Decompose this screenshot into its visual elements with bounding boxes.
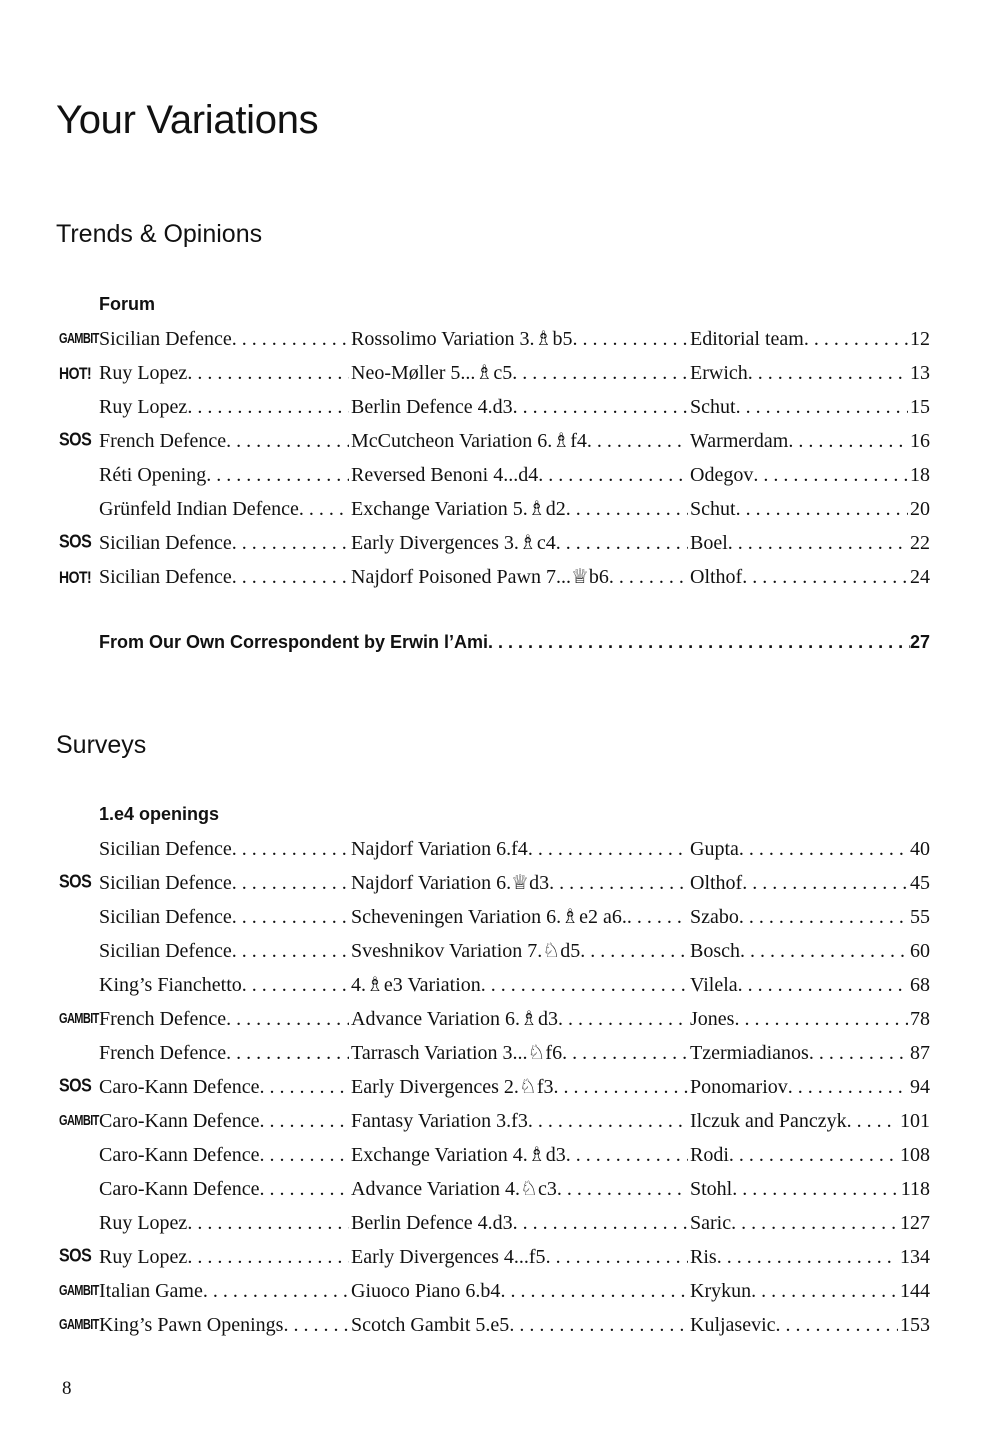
variation-name: 4.♗e3 Variation	[351, 974, 481, 996]
author-name-cell	[690, 900, 930, 934]
subsection-forum: Forum	[99, 294, 155, 314]
dot-leader	[226, 424, 349, 458]
dot-leader	[748, 356, 908, 390]
variation-name-cell	[351, 356, 688, 390]
opening-name-cell	[99, 1240, 349, 1274]
variation-name: Early Divergences 4...f5	[351, 1246, 546, 1268]
dot-leader	[739, 900, 908, 934]
dot-leader	[187, 1240, 349, 1274]
dot-leader	[717, 1240, 898, 1274]
page-ref: 15	[910, 396, 930, 418]
opening-name-cell	[99, 1104, 349, 1138]
author-name: Warmerdam	[690, 430, 789, 452]
opening-name-cell	[99, 322, 349, 356]
dot-leader	[554, 1070, 689, 1104]
variation-name: Giuoco Piano 6.b4	[351, 1280, 501, 1302]
dot-leader	[509, 1308, 688, 1342]
dot-leader	[206, 458, 349, 492]
opening-name-cell	[99, 560, 349, 594]
dot-leader	[232, 832, 349, 866]
opening-name-cell	[99, 492, 349, 526]
dot-leader	[259, 1138, 349, 1172]
page-ref: 24	[910, 566, 930, 588]
dot-leader	[729, 1138, 898, 1172]
dot-leader	[736, 390, 908, 424]
dot-leader	[259, 1172, 349, 1206]
toc-row[interactable]	[0, 968, 1000, 1002]
toc-row[interactable]	[0, 1172, 1000, 1206]
dot-leader	[751, 1274, 898, 1308]
dot-leader	[203, 1274, 349, 1308]
page-ref: 144	[900, 1280, 930, 1302]
variation-name-cell	[351, 560, 688, 594]
opening-name: Caro-Kann Defence	[99, 1144, 260, 1166]
opening-name: King’s Pawn Openings	[99, 1314, 284, 1336]
opening-name: Sicilian Defence	[99, 872, 232, 894]
toc-row[interactable]	[0, 390, 1000, 424]
toc-row[interactable]	[0, 1240, 1000, 1274]
surveys-list	[0, 832, 1000, 1342]
opening-name-cell	[99, 390, 349, 424]
tag-badge-hot: HOT!	[59, 363, 92, 383]
page-ref: 78	[910, 1008, 930, 1030]
page-ref: 108	[900, 1144, 930, 1166]
page-ref: 134	[900, 1246, 930, 1268]
dot-leader	[549, 866, 688, 900]
variation-name-cell	[351, 424, 688, 458]
dot-leader	[732, 1172, 898, 1206]
variation-name: Berlin Defence 4.d3	[351, 396, 513, 418]
author-name: Vilela	[690, 974, 738, 996]
correspondent-page: 27	[909, 632, 930, 652]
author-name: Olthof	[690, 872, 743, 894]
dot-leader	[566, 1138, 688, 1172]
dot-leader	[546, 1240, 688, 1274]
opening-name: French Defence	[99, 1042, 227, 1064]
author-name: Krykun	[690, 1280, 752, 1302]
dot-leader	[788, 1070, 908, 1104]
variation-name-cell	[351, 492, 688, 526]
dot-leader	[232, 866, 349, 900]
variation-name: Advance Variation 6.♗d3	[351, 1008, 558, 1030]
dot-leader	[556, 526, 688, 560]
author-name: Rodi	[690, 1144, 729, 1166]
toc-row[interactable]	[0, 458, 1000, 492]
opening-name-cell	[99, 968, 349, 1002]
author-name-cell	[690, 322, 930, 356]
author-name-cell	[690, 356, 930, 390]
opening-name: Ruy Lopez	[99, 1246, 188, 1268]
correspondent-entry[interactable]	[99, 632, 930, 660]
opening-name: Caro-Kann Defence	[99, 1178, 260, 1200]
author-name: Ris	[690, 1246, 717, 1268]
page-ref: 40	[910, 838, 930, 860]
dot-leader	[187, 356, 349, 390]
tag-badge-gambit: GAMBIT	[59, 1112, 99, 1130]
author-name: Tzermiadianos	[690, 1042, 809, 1064]
dot-leader	[847, 1104, 898, 1138]
trends-list	[0, 322, 1000, 594]
dot-leader	[513, 390, 688, 424]
opening-name-cell	[99, 1308, 349, 1342]
toc-row[interactable]	[0, 1206, 1000, 1240]
dot-leader	[488, 632, 910, 653]
opening-name: Ruy Lopez	[99, 1212, 188, 1234]
tag-badge-sos: SOS	[59, 872, 92, 893]
dot-leader	[587, 424, 688, 458]
section-heading-surveys: Surveys	[56, 731, 147, 759]
dot-leader	[728, 526, 908, 560]
tag-badge-sos: SOS	[59, 430, 92, 451]
dot-leader	[566, 492, 688, 526]
toc-row[interactable]	[0, 322, 1000, 356]
dot-leader	[481, 968, 688, 1002]
tag-badge-sos: SOS	[59, 1246, 92, 1267]
dot-leader	[187, 1206, 349, 1240]
page-ref: 18	[910, 464, 930, 486]
author-name-cell	[690, 968, 930, 1002]
author-name-cell	[690, 1104, 930, 1138]
toc-row[interactable]	[0, 832, 1000, 866]
author-name-cell	[690, 1070, 930, 1104]
author-name: Ponomariov	[690, 1076, 788, 1098]
toc-row[interactable]	[0, 866, 1000, 900]
author-name: Szabo	[690, 906, 739, 928]
section-heading-trends: Trends & Opinions	[56, 220, 263, 248]
opening-name-cell	[99, 1172, 349, 1206]
dot-leader	[738, 968, 908, 1002]
variation-name-cell	[351, 900, 688, 934]
opening-name-cell	[99, 356, 349, 390]
dot-leader	[513, 1206, 688, 1240]
toc-row[interactable]	[0, 560, 1000, 594]
dot-leader	[232, 322, 349, 356]
dot-leader	[804, 322, 908, 356]
variation-name: Tarrasch Variation 3...♘f6	[351, 1042, 563, 1064]
author-name: Schut	[690, 396, 736, 418]
opening-name-cell	[99, 832, 349, 866]
page-ref: 94	[910, 1076, 930, 1098]
variation-name-cell	[351, 390, 688, 424]
author-name-cell	[690, 492, 930, 526]
dot-leader	[259, 1104, 349, 1138]
page-ref: 20	[910, 498, 930, 520]
page-ref: 118	[900, 1178, 930, 1200]
opening-name: Sicilian Defence	[99, 566, 232, 588]
variation-name: Rossolimo Variation 3.♗b5	[351, 328, 573, 350]
opening-name: Sicilian Defence	[99, 328, 232, 350]
dot-leader	[299, 492, 349, 526]
toc-row[interactable]	[0, 356, 1000, 390]
correspondent-label: From Our Own Correspondent by Erwin l’Ami	[99, 632, 489, 652]
dot-leader	[731, 1206, 898, 1240]
tag-badge-gambit: GAMBIT	[59, 330, 99, 348]
author-name: Schut	[690, 498, 736, 520]
author-name-cell	[690, 390, 930, 424]
toc-row[interactable]	[0, 1138, 1000, 1172]
variation-name-cell	[351, 1036, 688, 1070]
tag-badge-gambit: GAMBIT	[59, 1010, 99, 1028]
author-name-cell	[690, 526, 930, 560]
variation-name: Early Divergences 2.♘f3	[351, 1076, 554, 1098]
opening-name: Italian Game	[99, 1280, 203, 1302]
variation-name: McCutcheon Variation 6.♗f4	[351, 430, 587, 452]
author-name-cell	[690, 424, 930, 458]
variation-name: Early Divergences 3.♗c4	[351, 532, 556, 554]
opening-name: Réti Opening	[99, 464, 207, 486]
opening-name-cell	[99, 424, 349, 458]
variation-name-cell	[351, 934, 688, 968]
page-ref: 55	[910, 906, 930, 928]
toc-row[interactable]	[0, 1308, 1000, 1342]
opening-name-cell	[99, 1138, 349, 1172]
author-name: Olthof	[690, 566, 743, 588]
variation-name-cell	[351, 458, 688, 492]
variation-name-cell	[351, 526, 688, 560]
variation-name: Fantasy Variation 3.f3	[351, 1110, 528, 1132]
dot-leader	[232, 560, 349, 594]
author-name-cell	[690, 866, 930, 900]
author-name-cell	[690, 1308, 930, 1342]
variation-name-cell	[351, 1308, 688, 1342]
dot-leader	[609, 560, 688, 594]
variation-name-cell	[351, 866, 688, 900]
author-name-cell	[690, 458, 930, 492]
dot-leader	[740, 934, 908, 968]
opening-name-cell	[99, 1036, 349, 1070]
opening-name-cell	[99, 458, 349, 492]
variation-name: Najdorf Variation 6.f4	[351, 838, 528, 860]
toc-row[interactable]	[0, 1274, 1000, 1308]
dot-leader	[232, 526, 349, 560]
toc-row[interactable]	[0, 1104, 1000, 1138]
variation-name-cell	[351, 1172, 688, 1206]
page-ref: 12	[910, 328, 930, 350]
variation-name-cell	[351, 1274, 688, 1308]
dot-leader	[572, 322, 688, 356]
dot-leader	[734, 1002, 908, 1036]
dot-leader	[739, 832, 908, 866]
page-ref: 153	[900, 1314, 930, 1336]
page-ref: 68	[910, 974, 930, 996]
page-ref: 60	[910, 940, 930, 962]
variation-name-cell	[351, 1138, 688, 1172]
toc-row[interactable]	[0, 900, 1000, 934]
variation-name: Najdorf Variation 6.♕d3	[351, 872, 550, 894]
author-name: Ilczuk and Panczyk	[690, 1110, 847, 1132]
variation-name-cell	[351, 1240, 688, 1274]
opening-name-cell	[99, 934, 349, 968]
opening-name: Ruy Lopez	[99, 362, 188, 384]
dot-leader	[776, 1308, 898, 1342]
author-name: Boel	[690, 532, 728, 554]
opening-name-cell	[99, 1206, 349, 1240]
page-ref: 101	[900, 1110, 930, 1132]
variation-name: Neo-Møller 5...♗c5	[351, 362, 513, 384]
opening-name: Caro-Kann Defence	[99, 1110, 260, 1132]
opening-name: Sicilian Defence	[99, 532, 232, 554]
variation-name-cell	[351, 1070, 688, 1104]
dot-leader	[788, 424, 908, 458]
opening-name: Grünfeld Indian Defence	[99, 498, 299, 520]
toc-row[interactable]	[0, 934, 1000, 968]
author-name: Stohl	[690, 1178, 733, 1200]
variation-name-cell	[351, 1002, 688, 1036]
opening-name-cell	[99, 1002, 349, 1036]
opening-name: Sicilian Defence	[99, 838, 232, 860]
toc-row[interactable]	[0, 1002, 1000, 1036]
dot-leader	[232, 900, 349, 934]
author-name-cell	[690, 934, 930, 968]
author-name: Kuljasevic	[690, 1314, 776, 1336]
toc-row[interactable]	[0, 1036, 1000, 1070]
opening-name-cell	[99, 1274, 349, 1308]
opening-name: Sicilian Defence	[99, 906, 232, 928]
author-name-cell	[690, 1172, 930, 1206]
dot-leader	[232, 934, 349, 968]
dot-leader	[742, 866, 908, 900]
dot-leader	[259, 1070, 349, 1104]
page-ref: 13	[910, 362, 930, 384]
variation-name: Advance Variation 4.♘c3	[351, 1178, 557, 1200]
opening-name: French Defence	[99, 430, 227, 452]
author-name-cell	[690, 1274, 930, 1308]
page-ref: 16	[910, 430, 930, 452]
page-ref: 22	[910, 532, 930, 554]
toc-row[interactable]	[0, 526, 1000, 560]
author-name: Editorial team	[690, 328, 804, 350]
variation-name: Najdorf Poisoned Pawn 7...♕b6	[351, 566, 609, 588]
dot-leader	[500, 1274, 688, 1308]
dot-leader	[226, 1002, 349, 1036]
variation-name: Scotch Gambit 5.e5	[351, 1314, 510, 1336]
author-name-cell	[690, 832, 930, 866]
opening-name: Caro-Kann Defence	[99, 1076, 260, 1098]
toc-row[interactable]	[0, 492, 1000, 526]
opening-name-cell	[99, 1070, 349, 1104]
dot-leader	[736, 492, 908, 526]
tag-badge-hot: HOT!	[59, 567, 92, 587]
author-name: Erwich	[690, 362, 748, 384]
variation-name-cell	[351, 832, 688, 866]
opening-name: Sicilian Defence	[99, 940, 232, 962]
dot-leader	[283, 1308, 349, 1342]
subsection-e4-openings: 1.e4 openings	[99, 804, 220, 824]
author-name: Gupta	[690, 838, 739, 860]
variation-name: Berlin Defence 4.d3	[351, 1212, 513, 1234]
toc-row[interactable]	[0, 424, 1000, 458]
dot-leader	[753, 458, 908, 492]
author-name: Bosch	[690, 940, 740, 962]
dot-leader	[562, 1036, 688, 1070]
dot-leader	[809, 1036, 908, 1070]
dot-leader	[580, 934, 688, 968]
dot-leader	[528, 832, 688, 866]
page-ref: 127	[900, 1212, 930, 1234]
opening-name-cell	[99, 866, 349, 900]
author-name: Saric	[690, 1212, 732, 1234]
opening-name: French Defence	[99, 1008, 227, 1030]
author-name-cell	[690, 1002, 930, 1036]
author-name-cell	[690, 1206, 930, 1240]
page-ref: 45	[910, 872, 930, 894]
author-name: Jones	[690, 1008, 735, 1030]
tag-badge-sos: SOS	[59, 1076, 92, 1097]
dot-leader	[226, 1036, 349, 1070]
author-name-cell	[690, 1138, 930, 1172]
tag-badge-gambit: GAMBIT	[59, 1316, 99, 1334]
variation-name: Sveshnikov Variation 7.♘d5	[351, 940, 581, 962]
dot-leader	[557, 1172, 688, 1206]
variation-name-cell	[351, 968, 688, 1002]
dot-leader	[558, 1002, 688, 1036]
author-name-cell	[690, 560, 930, 594]
variation-name-cell	[351, 1104, 688, 1138]
variation-name: Exchange Variation 4.♗d3	[351, 1144, 566, 1166]
opening-name: King’s Fianchetto	[99, 974, 242, 996]
page-ref: 87	[910, 1042, 930, 1064]
dot-leader	[512, 356, 688, 390]
dot-leader	[627, 900, 688, 934]
page-number: 8	[62, 1378, 72, 1399]
toc-row[interactable]	[0, 1070, 1000, 1104]
variation-name: Exchange Variation 5.♗d2	[351, 498, 566, 520]
dot-leader	[242, 968, 349, 1002]
dot-leader	[528, 1104, 688, 1138]
variation-name-cell	[351, 1206, 688, 1240]
opening-name-cell	[99, 900, 349, 934]
opening-name-cell	[99, 526, 349, 560]
dot-leader	[187, 390, 349, 424]
dot-leader	[538, 458, 688, 492]
dot-leader	[742, 560, 908, 594]
author-name-cell	[690, 1036, 930, 1070]
author-name-cell	[690, 1240, 930, 1274]
page-title: Your Variations	[56, 98, 319, 142]
tag-badge-sos: SOS	[59, 532, 92, 553]
author-name: Odegov	[690, 464, 754, 486]
variation-name: Reversed Benoni 4...d4	[351, 464, 539, 486]
opening-name: Ruy Lopez	[99, 396, 188, 418]
variation-name: Scheveningen Variation 6.♗e2 a6.	[351, 906, 627, 928]
tag-badge-gambit: GAMBIT	[59, 1282, 99, 1300]
variation-name-cell	[351, 322, 688, 356]
